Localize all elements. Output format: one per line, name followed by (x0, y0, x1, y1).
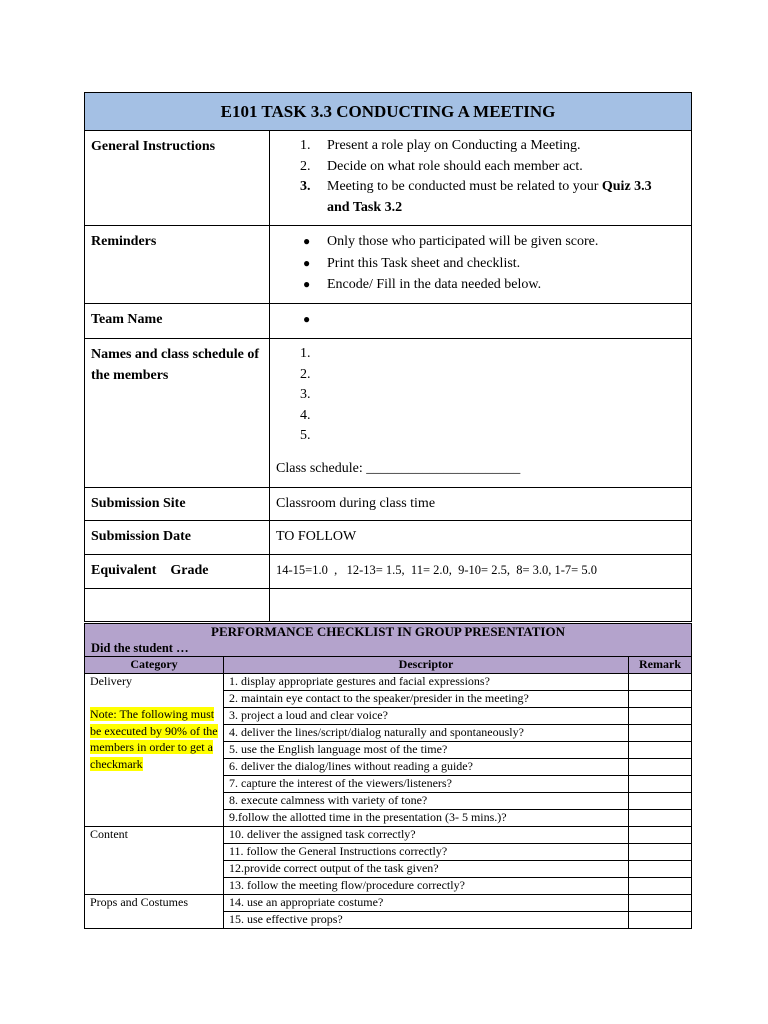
reminder-item: ● Only those who participated will be given score. (303, 234, 599, 249)
descriptor-cell: 12.provide correct output of the task given? (224, 861, 629, 878)
submission-date-value: TO FOLLOW (270, 521, 692, 555)
descriptor-cell: 8. execute calmness with variety of tone? (224, 793, 629, 810)
descriptor-header: Descriptor (224, 657, 629, 674)
empty-cell (85, 589, 270, 622)
class-schedule-line[interactable]: Class schedule: ______________________ (276, 460, 521, 476)
page-title: E101 TASK 3.3 CONDUCTING A MEETING (85, 93, 692, 131)
descriptor-cell: 4. deliver the lines/script/dialog naturally and spontaneously? (224, 725, 629, 742)
descriptor-cell: 6. deliver the dialog/lines without reading a guide? (224, 759, 629, 776)
remark-cell[interactable] (629, 878, 692, 895)
descriptor-cell: 5. use the English language most of the time? (224, 742, 629, 759)
remark-cell[interactable] (629, 844, 692, 861)
performance-checklist-table (84, 623, 692, 929)
team-name-label: Team Name (85, 304, 270, 339)
general-instructions-list (270, 131, 692, 226)
task-info-table (84, 92, 692, 622)
member-slot[interactable]: 4. (300, 407, 311, 423)
descriptor-cell: 2. maintain eye contact to the speaker/presider in the meeting? (224, 691, 629, 708)
submission-date-label: Submission Date (85, 521, 270, 555)
instruction-item: 3. Meeting to be conducted must be related to your Quiz 3.3 and Task 3.2 (300, 179, 652, 215)
descriptor-cell: 11. follow the General Instructions correctly? (224, 844, 629, 861)
remark-cell[interactable] (629, 793, 692, 810)
category-header: Category (85, 657, 224, 674)
descriptor-cell: 14. use an appropriate costume? (224, 895, 629, 912)
members-label: Names and class schedule of the members (85, 339, 270, 488)
instruction-item: 2. Decide on what role should each member act. (300, 158, 583, 174)
descriptor-cell: 9.follow the allotted time in the presentation (3- 5 mins.)? (224, 810, 629, 827)
category-delivery (85, 674, 224, 827)
remark-cell[interactable] (629, 708, 692, 725)
reminder-item: ● Print this Task sheet and checklist. (303, 255, 521, 271)
category-props: Props and Costumes (85, 895, 224, 929)
category-content: Content (85, 827, 224, 895)
remark-cell[interactable] (629, 895, 692, 912)
remark-cell[interactable] (629, 810, 692, 827)
empty-cell (270, 589, 692, 622)
members-field[interactable] (270, 339, 692, 488)
equivalent-grade-label: Equivalent Grade (85, 555, 270, 589)
member-slot[interactable]: 5. (300, 428, 311, 443)
remark-cell[interactable] (629, 674, 692, 691)
remark-cell[interactable] (629, 725, 692, 742)
category-label: Delivery (90, 674, 132, 688)
remark-header: Remark (629, 657, 692, 674)
checklist-header (85, 624, 692, 657)
descriptor-cell: 15. use effective props? (224, 912, 629, 929)
reminder-item: ● Encode/ Fill in the data needed below. (303, 277, 542, 292)
reminders-list (270, 226, 692, 304)
equivalent-grade-value: 14-15=1.0 , 12-13= 1.5, 11= 2.0, 9-10= 2.5, 8= 3.0, 1-7= 5.0 (270, 555, 692, 589)
remark-cell[interactable] (629, 827, 692, 844)
submission-site-value: Classroom during class time (270, 488, 692, 521)
delivery-note: Note: The following must be executed by 90% of the members in order to get a checkmark (90, 707, 218, 771)
reminders-label: Reminders (85, 226, 270, 304)
descriptor-cell: 10. deliver the assigned task correctly? (224, 827, 629, 844)
instruction-item: 1. Present a role play on Conducting a Meeting. (300, 138, 581, 153)
submission-site-label: Submission Site (85, 488, 270, 521)
descriptor-cell: 1. display appropriate gestures and facial expressions? (224, 674, 629, 691)
remark-cell[interactable] (629, 861, 692, 878)
descriptor-cell: 7. capture the interest of the viewers/listeners? (224, 776, 629, 793)
descriptor-cell: 3. project a loud and clear voice? (224, 708, 629, 725)
descriptor-cell: 13. follow the meeting flow/procedure correctly? (224, 878, 629, 895)
team-name-field[interactable]: ● (270, 304, 692, 339)
remark-cell[interactable] (629, 759, 692, 776)
checklist-title: PERFORMANCE CHECKLIST IN GROUP PRESENTATION (211, 624, 565, 639)
general-instructions-label: General Instructions (85, 131, 270, 226)
member-slot[interactable]: 2. (300, 366, 311, 382)
remark-cell[interactable] (629, 912, 692, 929)
remark-cell[interactable] (629, 742, 692, 759)
remark-cell[interactable] (629, 691, 692, 708)
member-slot[interactable]: 3. (300, 387, 311, 402)
member-slot[interactable]: 1. (300, 346, 311, 361)
remark-cell[interactable] (629, 776, 692, 793)
checklist-subtitle: Did the student … (91, 641, 189, 655)
